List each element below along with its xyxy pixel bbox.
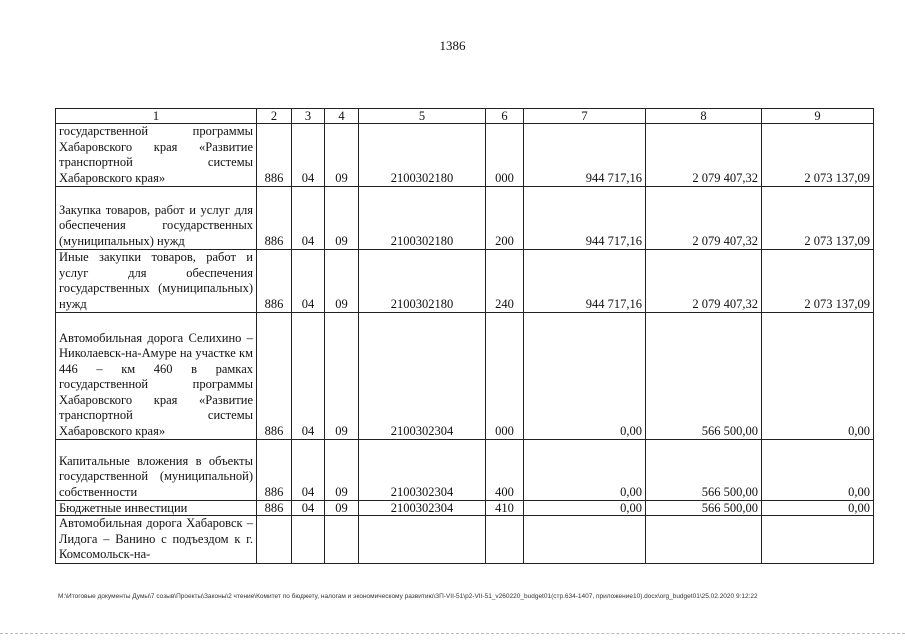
cell-c6 xyxy=(486,516,524,564)
col-header-3: 3 xyxy=(292,109,325,124)
cell-c4: 09 xyxy=(325,250,359,313)
table-row xyxy=(56,187,874,250)
row-name: Бюджетные инвестиции xyxy=(56,501,257,516)
cell-c9: 0,00 xyxy=(762,440,874,501)
row-name: Закупка товаров, работ и услуг для обеспечения государственных (муниципальных) нужд xyxy=(56,187,257,250)
budget-table xyxy=(55,108,874,564)
cell-c6: 410 xyxy=(486,501,524,516)
cell-c7 xyxy=(524,516,646,564)
cell-c7: 944 717,16 xyxy=(524,187,646,250)
cell-c6: 000 xyxy=(486,124,524,187)
cell-c2: 886 xyxy=(257,313,292,440)
cell-c3: 04 xyxy=(292,187,325,250)
page-number: 1386 xyxy=(439,38,466,53)
cell-c9: 0,00 xyxy=(762,501,874,516)
cell-c2: 886 xyxy=(257,501,292,516)
table-row xyxy=(56,516,874,564)
table-row xyxy=(56,124,874,187)
cell-c5 xyxy=(359,516,486,564)
cell-c3: 04 xyxy=(292,501,325,516)
page-bottom-divider xyxy=(0,633,905,634)
footer-file-path: M:\Итоговые документы Думы\7 созыв\Проекты\Законы\2 чтение\Комитет по бюджету, налогам и экономическому развитию\ЗП-VII-51\р2-VII-51_v260220_budget01(стр.634-1407, приложение10).docx\org_budget01\25.02.2020 9:12:22 xyxy=(58,593,758,600)
header-row xyxy=(56,109,874,124)
cell-c4: 09 xyxy=(325,501,359,516)
cell-c8 xyxy=(646,516,762,564)
col-header-4: 4 xyxy=(325,109,359,124)
cell-c9: 2 073 137,09 xyxy=(762,124,874,187)
cell-c6: 200 xyxy=(486,187,524,250)
cell-c9: 2 073 137,09 xyxy=(762,250,874,313)
cell-c8: 566 500,00 xyxy=(646,440,762,501)
cell-c7: 0,00 xyxy=(524,313,646,440)
cell-c6: 400 xyxy=(486,440,524,501)
cell-c3 xyxy=(292,516,325,564)
row-name: Капитальные вложения в объекты государственной (муниципальной) собственности xyxy=(56,440,257,501)
table-row xyxy=(56,501,874,516)
cell-c2: 886 xyxy=(257,440,292,501)
cell-c3: 04 xyxy=(292,124,325,187)
cell-c6: 240 xyxy=(486,250,524,313)
table-row xyxy=(56,250,874,313)
row-name: Иные закупки товаров, работ и услуг для обеспечения государственных (муниципальных) нужд xyxy=(56,250,257,313)
cell-c5: 2100302304 xyxy=(359,501,486,516)
col-header-9: 9 xyxy=(762,109,874,124)
col-header-8: 8 xyxy=(646,109,762,124)
row-name: Автомобильная дорога Хабаровск – Лидога – Ванино с подъездом к г. Комсомольск-на- xyxy=(56,516,257,564)
cell-c5: 2100302304 xyxy=(359,313,486,440)
cell-c6: 000 xyxy=(486,313,524,440)
cell-c8: 2 079 407,32 xyxy=(646,124,762,187)
cell-c2: 886 xyxy=(257,250,292,313)
cell-c2: 886 xyxy=(257,187,292,250)
cell-c7: 0,00 xyxy=(524,440,646,501)
table-row xyxy=(56,313,874,440)
cell-c2 xyxy=(257,516,292,564)
cell-c5: 2100302180 xyxy=(359,187,486,250)
cell-c5: 2100302304 xyxy=(359,440,486,501)
col-header-1: 1 xyxy=(56,109,257,124)
cell-c8: 566 500,00 xyxy=(646,313,762,440)
cell-c7: 944 717,16 xyxy=(524,250,646,313)
col-header-6: 6 xyxy=(486,109,524,124)
cell-c5: 2100302180 xyxy=(359,124,486,187)
cell-c3: 04 xyxy=(292,250,325,313)
col-header-2: 2 xyxy=(257,109,292,124)
cell-c9 xyxy=(762,516,874,564)
cell-c8: 566 500,00 xyxy=(646,501,762,516)
cell-c4: 09 xyxy=(325,313,359,440)
cell-c7: 944 717,16 xyxy=(524,124,646,187)
row-name: Автомобильная дорога Селихино – Николаевск-на-Амуре на участке км 446 – км 460 в рамках государственной программы Хабаровского края «Развитие транспортной системы Хабаровского края» xyxy=(56,313,257,440)
cell-c8: 2 079 407,32 xyxy=(646,250,762,313)
cell-c4: 09 xyxy=(325,440,359,501)
cell-c8: 2 079 407,32 xyxy=(646,187,762,250)
cell-c4 xyxy=(325,516,359,564)
cell-c4: 09 xyxy=(325,124,359,187)
cell-c7: 0,00 xyxy=(524,501,646,516)
col-header-7: 7 xyxy=(524,109,646,124)
cell-c3: 04 xyxy=(292,313,325,440)
cell-c3: 04 xyxy=(292,440,325,501)
cell-c9: 2 073 137,09 xyxy=(762,187,874,250)
cell-c9: 0,00 xyxy=(762,313,874,440)
row-name: государственной программы Хабаровского края «Развитие транспортной системы Хабаровского края» xyxy=(56,124,257,187)
cell-c5: 2100302180 xyxy=(359,250,486,313)
col-header-5: 5 xyxy=(359,109,486,124)
cell-c4: 09 xyxy=(325,187,359,250)
table-row xyxy=(56,440,874,501)
cell-c2: 886 xyxy=(257,124,292,187)
